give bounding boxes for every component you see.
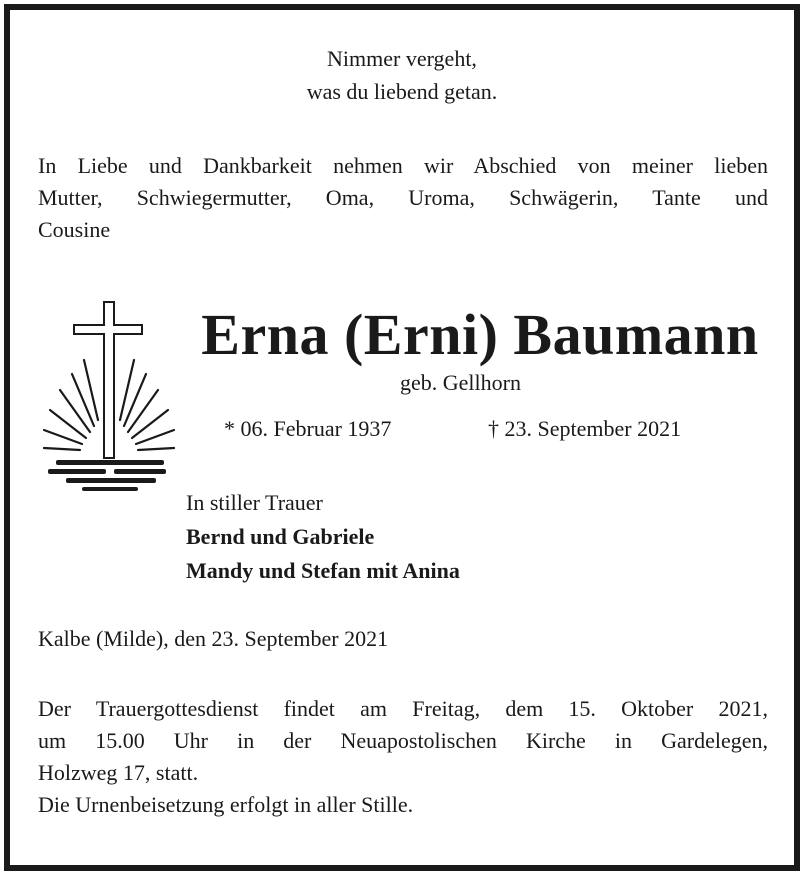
intro-line-3: Cousine xyxy=(38,217,111,242)
service-line-4: Die Urnenbeisetzung erfolgt in aller Stille. xyxy=(38,792,414,817)
intro-line-1: In Liebe und Dankbarkeit nehmen wir Abschied von meiner lieben xyxy=(38,153,768,178)
verse-line-2: was du liebend getan. xyxy=(306,79,498,104)
intro-line-2: Mutter, Schwiegermutter, Oma, Uroma, Schwägerin, Tante und xyxy=(38,185,768,210)
death-date: † 23. September 2021 xyxy=(488,416,682,441)
mourners-intro: In stiller Trauer xyxy=(186,490,323,515)
service-line-2: um 15.00 Uhr in der Neuapostolischen Kirche in Gardelegen, xyxy=(38,728,768,753)
mourners-line-1: Bernd und Gabriele xyxy=(186,524,375,549)
cross-sunrise-icon xyxy=(38,292,188,492)
obituary-notice xyxy=(4,4,800,871)
verse-line-1: Nimmer vergeht, xyxy=(327,46,477,71)
birth-date: * 06. Februar 1937 xyxy=(224,416,392,441)
service-line-1: Der Trauergottesdienst findet am Freitag, dem 15. Oktober 2021, xyxy=(38,696,768,721)
place-date: Kalbe (Milde), den 23. September 2021 xyxy=(38,626,389,651)
mourners-line-2: Mandy und Stefan mit Anina xyxy=(186,558,460,583)
maiden-name: geb. Gellhorn xyxy=(400,370,521,395)
service-line-3: Holzweg 17, statt. xyxy=(38,760,199,785)
deceased-name: Erna (Erni) Baumann xyxy=(201,302,759,367)
